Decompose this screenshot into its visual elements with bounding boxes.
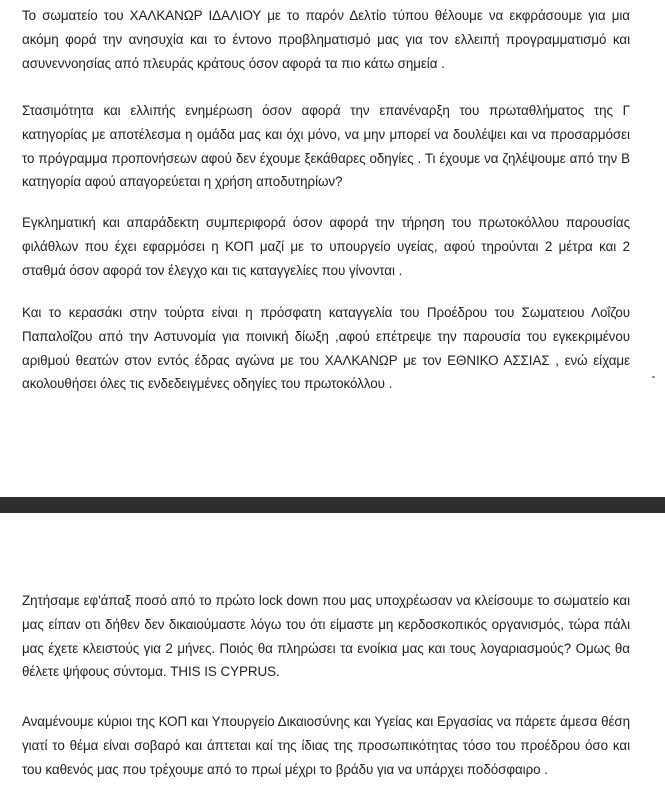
- page-separator: [0, 497, 665, 513]
- paragraph-call-to-action: Αναμένουμε κύριοι της ΚΟΠ και Υπουργείο Δικαιοσύνης και Υγείας και Εργασίας να πάρετε άμεσα θέση γιατί το θέμα είναι σοβαρό και άπτεται καί της ίδιας της προσωπικότητας τόσο του προέδρου όσο και του καθενός μας που τρέχουμε από το πρωί μέχρι το βράδυ για να υπάρχει ποδόσφαιρο .: [22, 714, 630, 777]
- paragraph-intro: Το σωματείο του ΧΑΛΚΑΝΩΡ ΙΔΑΛΙΟΥ με το παρόν Δελτίο τύπου θέλουμε να εκφράσουμε για μια ακόμη φορά την ανησυχία και το έντονο προβληματισμό μας για τον ελλειπή προγραμματισμό και ασυνεννοησίας από πλευράς κράτους όσον αφορά τα πιο κάτω σημεία .: [22, 8, 630, 71]
- paragraph-president-complaint: Και το κερασάκι στην τούρτα είναι η πρόσφατη καταγγελία του Προέδρου του Σωματειου Λοΐζου Παπαλοΐζου από την Αστυνομία για ποινική δίωξη ,αφού επέτρεψε την παρουσία του εγκεκριμένου αριθμού θεατών στον εντός έδρας αγώνα με του ΧΑΛΚΑΝΩΡ με τον ΕΘΝΙΚΟ ΑΣΣΙΑΣ , ενώ είχαμε ακολουθήσει όλες τις ενδεδειγμένες οδηγίες του πρωτοκόλλου .: [22, 305, 630, 392]
- paragraph-protocol-conduct: Εγκληματική και απαράδεκτη συμπεριφορά όσον αφορά την τήρηση του πρωτοκόλλου παρουσίας φιλάθλων που έχει εφαρμόσει η ΚΟΠ μαζί με το υπουργείο υγείας, αφού τηρούνται 2 μέτρα και 2 σταθμά όσον αφορά τον έλεγχο και τις καταγγελίες που γίνονται .: [22, 215, 630, 278]
- paragraph-league-restart: Στασιμότητα και ελλιπής ενημέρωση όσον αφορά την επανέναρξη του πρωταθλήματος της Γ κατηγορίας με αποτέλεσμα η ομάδα μας και όχι μόνο, να μην μπορεί να δουλέψει και να προσαρμόσει το πρόγραμμα προπονήσεων αφού δεν έχουμε ξεκάθαρες οδηγίες . Τι έχουμε να ζηλέψουμε από την Β κατηγορία αφού απαγορεύεται η χρήση αποδυτηρίων?: [22, 103, 630, 190]
- paragraph-financial-request: Ζητήσαμε εφ'άπαξ ποσό από το πρώτο lock down που μας υποχρέωσαν να κλείσουμε το σωματείο και μας είπαν οτι δήθεν δεν δικαιούμαστε λόγω του ότι είμαστε μη κερδοσκοπικός οργανισμός, τώρα πάλι μας έχετε κλειστούς για 2 μήνες. Ποιός θα πληρώσει τα ενοίκια μας και τους λογαριασμούς? Ομως θα θέλετε ψήφους σύντομα. THIS IS CYPRUS.: [22, 593, 630, 680]
- scan-speck: [652, 376, 655, 378]
